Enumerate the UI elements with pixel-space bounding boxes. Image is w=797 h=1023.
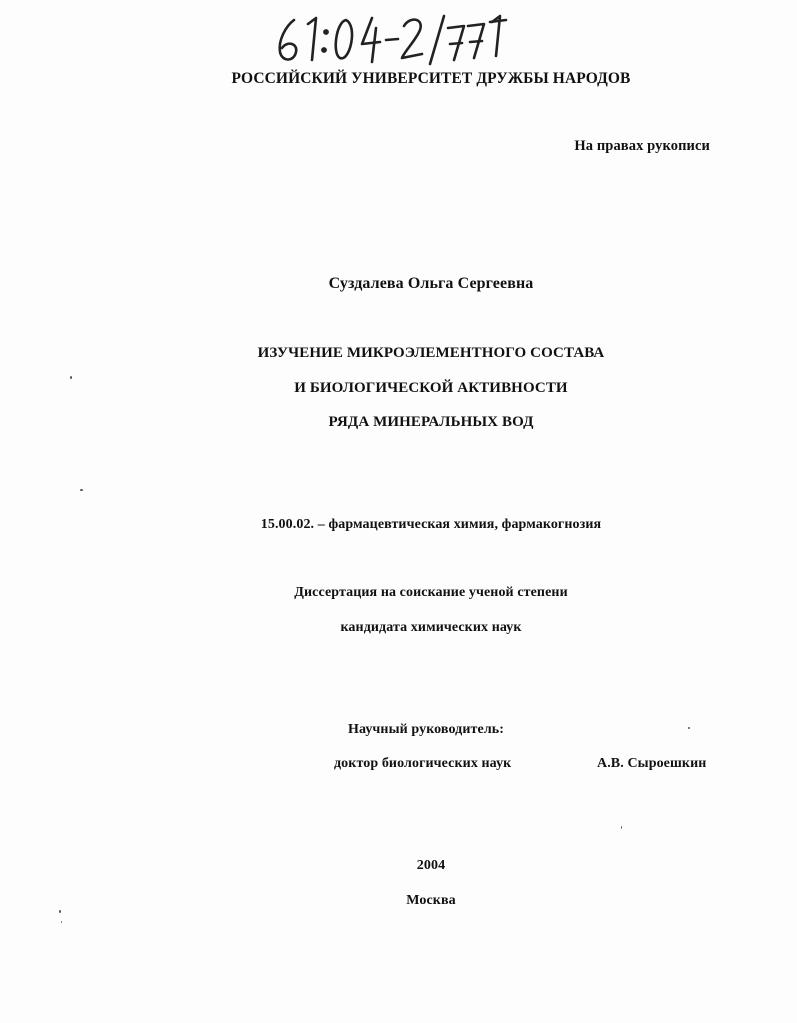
manuscript-rights-note: На правах рукописи xyxy=(574,138,710,154)
dissertation-title-line: ИЗУЧЕНИЕ МИКРОЭЛЕМЕНТНОГО СОСТАВА xyxy=(257,345,605,361)
supervisor-degree: доктор биологических наук xyxy=(334,756,512,771)
degree-statement-line: кандидата химических наук xyxy=(340,620,522,635)
handwritten-archive-mark xyxy=(268,6,518,70)
specialty-code: 15.00.02. – фармацевтическая химия, фармакогнозия xyxy=(260,517,602,532)
year: 2004 xyxy=(416,858,446,873)
scan-speck xyxy=(61,921,62,923)
scan-speck xyxy=(59,910,61,913)
degree-statement-line: Диссертация на соискание ученой степени xyxy=(294,585,568,600)
dissertation-title-line: И БИОЛОГИЧЕСКОЙ АКТИВНОСТИ xyxy=(294,380,568,396)
university-name: РОССИЙСКИЙ УНИВЕРСИТЕТ ДРУЖБЫ НАРОДОВ xyxy=(231,70,631,87)
scan-speck xyxy=(70,376,72,379)
author-name: Суздалева Ольга Сергеевна xyxy=(328,275,534,292)
supervisor-label: Научный руководитель: xyxy=(347,722,505,737)
scan-speck xyxy=(621,826,622,829)
scan-speck xyxy=(80,489,83,491)
supervisor-name: А.В. Сыроешкин xyxy=(597,756,707,771)
city: Москва xyxy=(406,893,456,908)
dissertation-title-line: РЯДА МИНЕРАЛЬНЫХ ВОД xyxy=(328,414,534,430)
scan-speck xyxy=(688,727,690,729)
